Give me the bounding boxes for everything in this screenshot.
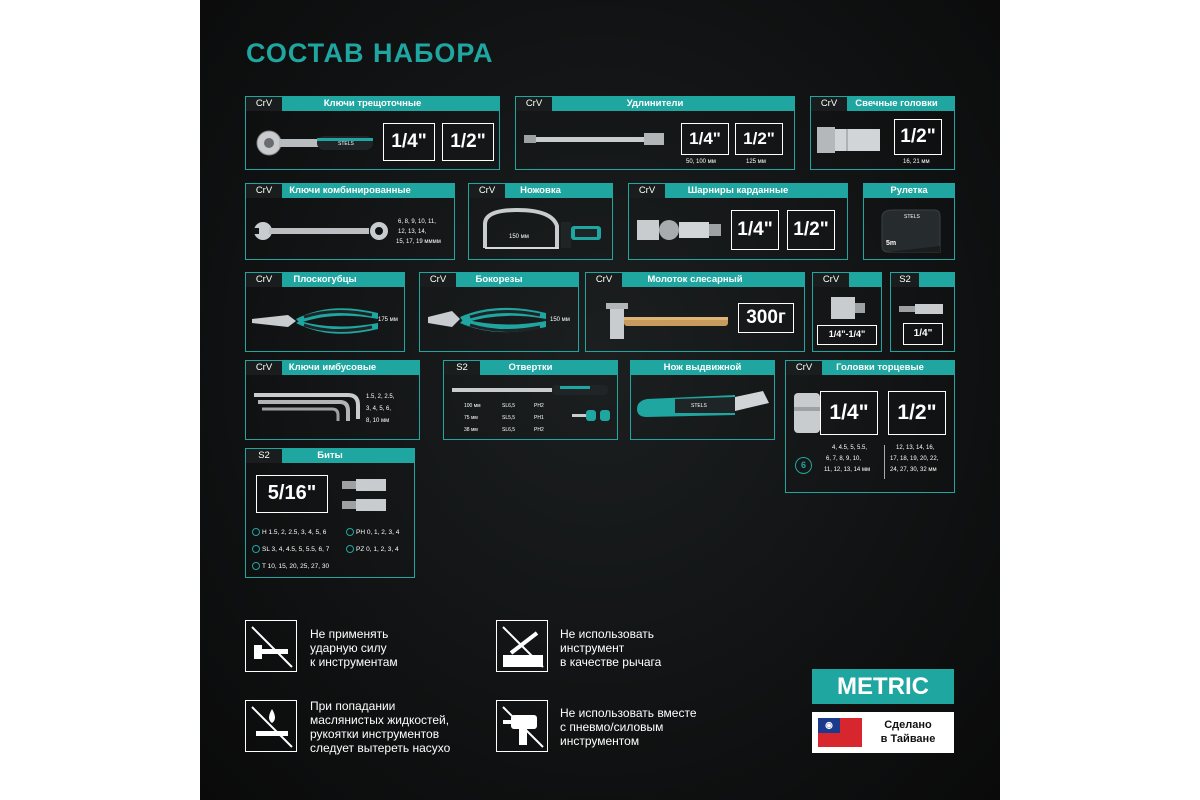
hex-bit-icon [252, 528, 260, 536]
warning-line: Не использовать вместе [560, 706, 697, 720]
size-1-4: 1/4" [383, 123, 435, 161]
warning-wipe-oil [310, 699, 450, 755]
pozidriv-bit-icon [346, 545, 354, 553]
no-power-tool-warning-icon [496, 700, 548, 752]
product-panel [200, 0, 1000, 800]
bits-icon [342, 475, 392, 515]
card-title: Ножовка [469, 184, 612, 198]
screwdriver-row-3-slot: SL6,5 [502, 427, 516, 433]
bit-holder-size: 1/4" [903, 323, 943, 345]
bits-row-text: H 1.5, 2, 2.5, 3, 4, 5, 6 [262, 529, 327, 536]
card-hex-keys [245, 360, 420, 440]
warning-line: к инструментам [310, 655, 398, 669]
ratchet-icon [251, 123, 376, 163]
warning-no-lever [560, 627, 661, 669]
card-extensions [515, 96, 795, 170]
wipe-oil-warning-icon [245, 700, 297, 752]
pliers-length: 175 мм [378, 317, 398, 323]
bit-holder-icon [899, 303, 949, 315]
socket-half-sizes-2: 17, 18, 19, 20, 22, [890, 456, 939, 462]
pliers-icon [250, 299, 380, 343]
phillips-bit-icon [346, 528, 354, 536]
material-tag: CrV [516, 97, 553, 111]
card-hacksaw [468, 183, 613, 260]
card-combo-wrenches [245, 183, 455, 260]
made-in-line: Сделано [884, 719, 932, 731]
warning-line: При попадании [310, 699, 396, 713]
brand-label: STELS [904, 214, 920, 220]
tape-length: 5m [886, 240, 897, 247]
screwdriver-row-2-slot: SL5,5 [502, 415, 516, 421]
warning-no-power-tool [560, 706, 697, 748]
adapter-icon [831, 295, 865, 321]
bits-row-text: PH 0, 1, 2, 3, 4 [356, 529, 400, 536]
extension-lengths-1-4: 50, 100 мм [686, 159, 716, 165]
material-tag: S2 [246, 449, 283, 463]
warning-line: рукоятки инструментов [310, 727, 440, 741]
material-tag: CrV [246, 184, 283, 198]
hammer-weight: 300г [738, 303, 794, 333]
material-tag: CrV [469, 184, 506, 198]
brand-label: STELS [691, 403, 707, 409]
spark-socket-icon [817, 123, 882, 157]
screwdriver-row-3-phillips: PH2 [534, 427, 544, 433]
card-title: Молоток слесарный [586, 273, 804, 287]
card-title: Рулетка [864, 184, 954, 198]
card-bit-holder [890, 272, 955, 352]
no-impact-warning-icon [245, 620, 297, 672]
warning-line: следует вытереть насухо [310, 741, 451, 755]
card-hammer [585, 272, 805, 352]
size-1-4: 1/4" [731, 210, 779, 250]
wrench-sizes-line-1: 6, 8, 9, 10, 11, [398, 219, 436, 225]
wrench-sizes-line-2: 12, 13, 14, [398, 229, 427, 235]
material-tag: CrV [246, 97, 283, 111]
socket-divider [884, 445, 885, 479]
card-utility-knife [630, 360, 775, 440]
warning-line: Не использовать [560, 627, 654, 641]
card-adapter [812, 272, 882, 352]
bits-row-text: SL 3, 4, 4.5, 5, 5.5, 6, 7 [262, 546, 330, 553]
warning-line: маслянистых жидкостей, [310, 713, 450, 727]
bits-row-torx [252, 562, 329, 571]
hex-sizes-line-3: 8, 10 мм [366, 418, 390, 424]
hex-keys-icon [252, 385, 367, 425]
made-in-text [870, 718, 946, 746]
torx-bit-icon [252, 562, 260, 570]
taiwan-flag-icon [818, 718, 862, 747]
card-title: Нож выдвижной [631, 361, 774, 375]
material-tag: CrV [246, 273, 283, 287]
hex-sizes-line-1: 1.5, 2, 2.5, [366, 394, 395, 400]
slotted-bit-icon [252, 545, 260, 553]
card-tape-measure [863, 183, 955, 260]
warning-line: в качестве рычага [560, 655, 662, 669]
material-tag: CrV [786, 361, 823, 375]
material-tag: S2 [891, 273, 920, 287]
page-title: СОСТАВ НАБОРА [246, 38, 494, 68]
material-tag: S2 [444, 361, 481, 375]
material-tag: CrV [813, 273, 850, 287]
card-title: Плоскогубцы [246, 273, 404, 287]
material-tag: CrV [246, 361, 283, 375]
card-title: Шарниры карданные [629, 184, 847, 198]
card-pliers [245, 272, 405, 352]
hex-sizes-line-2: 3, 4, 5, 6, [366, 406, 392, 412]
size-1-2: 1/2" [735, 123, 783, 155]
card-title: Бокорезы [420, 273, 578, 287]
card-ratchet [245, 96, 500, 170]
card-side-cutters [419, 272, 579, 352]
bits-row-pozidriv [346, 545, 399, 554]
card-title: Биты [246, 449, 414, 463]
spark-socket-sizes: 16, 21 мм [903, 159, 930, 165]
wrench-sizes-line-3: 15, 17, 19 мммм [396, 239, 441, 245]
size-1-2: 1/2" [787, 210, 835, 250]
card-title: Ключи комбинированные [246, 184, 454, 198]
socket-half-sizes-1: 12, 13, 14, 16, [896, 445, 935, 451]
socket-quarter-sizes-2: 6, 7, 8, 9, 10, [826, 456, 862, 462]
screwdriver-row-1-slot: SL6,5 [502, 403, 516, 409]
bits-row-text: PZ 0, 1, 2, 3, 4 [356, 546, 399, 553]
screwdriver-row-1-length: 100 мм [464, 403, 481, 409]
card-title: Свечные головки [811, 97, 954, 111]
bits-drive-size: 5/16" [256, 475, 328, 513]
warning-line: ударную силу [310, 641, 387, 655]
size-1-2: 1/2" [894, 119, 942, 155]
card-screwdrivers [443, 360, 618, 440]
size-1-4: 1/4" [681, 123, 729, 155]
card-spark-sockets [810, 96, 955, 170]
hex-six-point-icon: 6 [795, 457, 812, 474]
warning-line: инструмент [560, 641, 625, 655]
bits-row-phillips [346, 528, 399, 537]
warning-line: с пневмо/силовым [560, 720, 664, 734]
adapter-size: 1/4"-1/4" [817, 325, 877, 345]
material-tag: CrV [420, 273, 457, 287]
stubby-screwdriver-icon [572, 407, 612, 425]
universal-joint-icon [637, 214, 727, 246]
made-in-line: в Тайване [880, 733, 936, 745]
socket-icon [792, 391, 822, 435]
side-cutters-icon [426, 301, 550, 341]
card-universal-joints [628, 183, 848, 260]
card-title: Ключи трещоточные [246, 97, 499, 111]
hacksaw-length: 150 мм [509, 234, 529, 240]
socket-half-sizes-3: 24, 27, 30, 32 мм [890, 467, 937, 473]
hammer-icon [602, 299, 732, 343]
cutters-length: 150 мм [550, 317, 570, 323]
size-1-2: 1/2" [442, 123, 494, 161]
extension-icon [524, 129, 674, 149]
warning-no-impact [310, 627, 398, 669]
card-bits [245, 448, 415, 578]
card-title: Головки торцевые [786, 361, 954, 375]
warning-line: Не применять [310, 627, 389, 641]
card-title: Отвертки [444, 361, 617, 375]
screwdriver-icon [452, 383, 612, 397]
bits-row-text: T 10, 15, 20, 25, 27, 30 [262, 563, 330, 570]
screwdriver-row-2-length: 75 мм [464, 415, 478, 421]
screwdriver-row-2-phillips: PH1 [534, 415, 544, 421]
made-in-taiwan-badge [812, 712, 954, 753]
size-1-2: 1/2" [888, 391, 946, 435]
extension-lengths-1-2: 125 мм [746, 159, 766, 165]
material-tag: CrV [586, 273, 623, 287]
warning-line: инструментом [560, 734, 640, 748]
no-lever-warning-icon [496, 620, 548, 672]
screwdriver-row-3-length: 38 мм [464, 427, 478, 433]
bits-row-slotted [252, 545, 329, 554]
socket-quarter-sizes-3: 11, 12, 13, 14 мм [824, 467, 871, 473]
card-title: Удлинители [516, 97, 794, 111]
card-sockets [785, 360, 955, 493]
size-1-4: 1/4" [820, 391, 878, 435]
wrench-icon [251, 220, 391, 242]
hacksaw-icon [477, 204, 607, 256]
socket-quarter-sizes-1: 4, 4.5, 5, 5.5, [832, 445, 868, 451]
brand-label: STELS [338, 141, 354, 147]
material-tag: CrV [629, 184, 666, 198]
card-title: Ключи имбусовые [246, 361, 419, 375]
material-tag: CrV [811, 97, 848, 111]
metric-badge: METRIC [812, 669, 954, 704]
screwdriver-row-1-phillips: PH2 [534, 403, 544, 409]
bits-row-hex [252, 528, 326, 537]
